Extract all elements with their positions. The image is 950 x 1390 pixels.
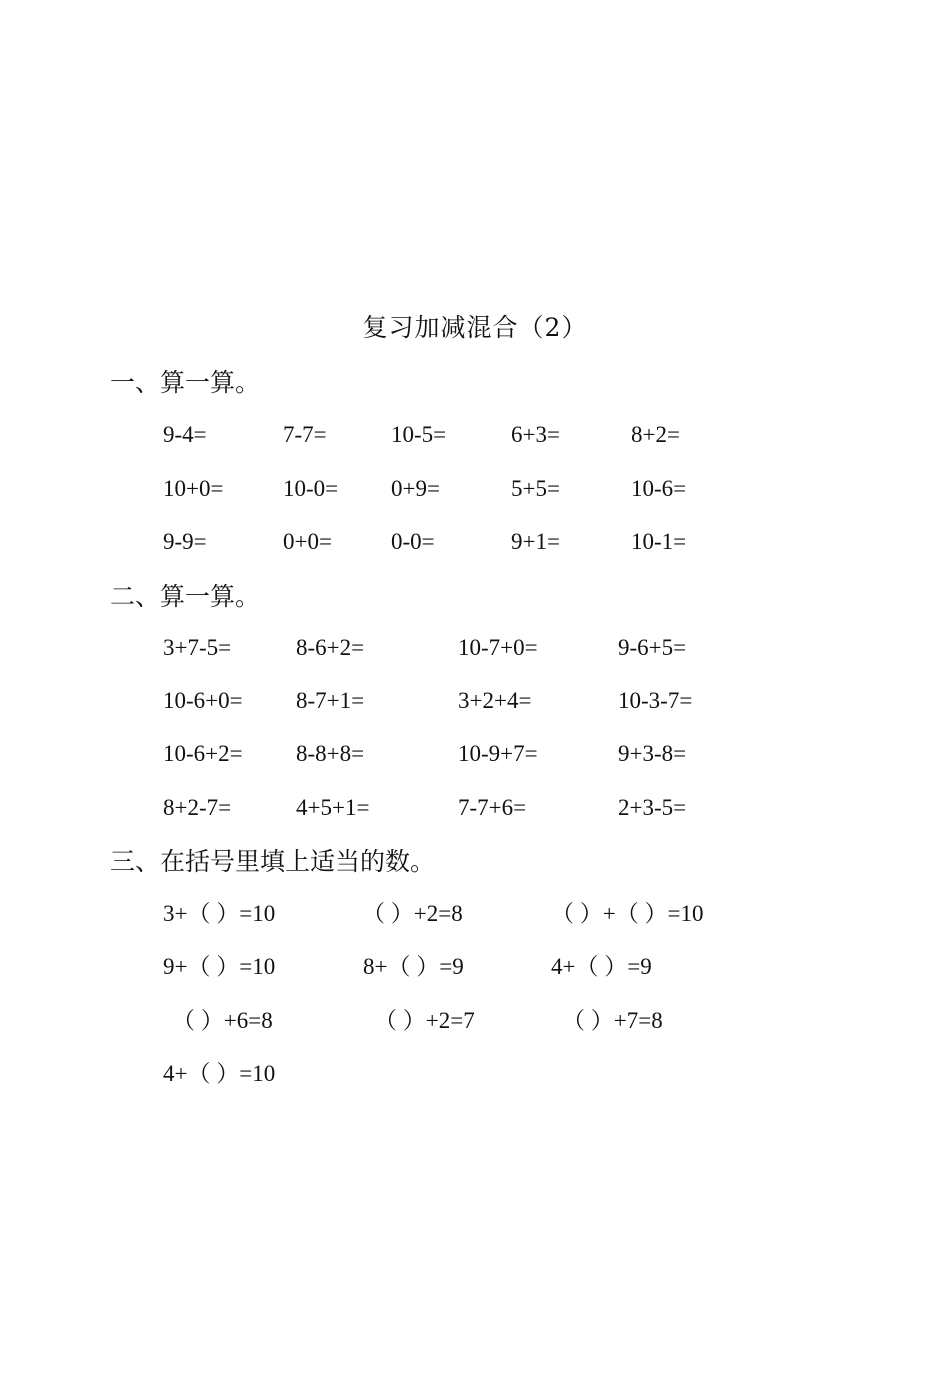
problem: 9-4= [163, 422, 207, 447]
problem: 10+0= [163, 476, 224, 501]
problem: 10-6+0= [163, 688, 243, 713]
fill-in-problem: （ ）+6=8 [172, 1008, 273, 1033]
problem: 10-9+7= [458, 741, 538, 766]
problem: 8+2= [631, 422, 680, 447]
problem: 5+5= [511, 476, 560, 501]
problem: 0+9= [391, 476, 440, 501]
problem: 8-7+1= [296, 688, 365, 713]
problem: 0-0= [391, 529, 435, 554]
problem: 6+3= [511, 422, 560, 447]
problem: 2+3-5= [618, 795, 687, 820]
problem: 10-0= [283, 476, 339, 501]
problem: 9-9= [163, 529, 207, 554]
problem: 3+7-5= [163, 635, 232, 660]
section2-heading: 二、算一算。 [110, 582, 261, 611]
problem: 9+3-8= [618, 741, 687, 766]
problem: 10-3-7= [618, 688, 693, 713]
problem: 0+0= [283, 529, 332, 554]
problem: 10-6+2= [163, 741, 243, 766]
fill-in-problem: （ ）+2=8 [362, 901, 463, 926]
fill-in-problem: 4+（ ）=9 [551, 954, 652, 979]
problem: 10-5= [391, 422, 447, 447]
section1-heading: 一、算一算。 [110, 368, 261, 397]
problem: 8-6+2= [296, 635, 365, 660]
fill-in-problem: 4+（ ）=10 [163, 1061, 276, 1086]
problem: 10-1= [631, 529, 687, 554]
problem: 7-7= [283, 422, 327, 447]
problem: 9-6+5= [618, 635, 687, 660]
problem: 4+5+1= [296, 795, 370, 820]
fill-in-problem: （ ）+2=7 [374, 1008, 475, 1033]
fill-in-problem: 8+（ ）=9 [363, 954, 464, 979]
problem: 7-7+6= [458, 795, 527, 820]
fill-in-problem: 9+（ ）=10 [163, 954, 276, 979]
section3-heading: 三、在括号里填上适当的数。 [110, 847, 436, 876]
fill-in-problem: （ ）+（ ）=10 [551, 901, 704, 926]
problem: 9+1= [511, 529, 560, 554]
fill-in-problem: 3+（ ）=10 [163, 901, 276, 926]
problem: 8-8+8= [296, 741, 365, 766]
problem: 3+2+4= [458, 688, 532, 713]
page-title: 复习加减混合（2） [362, 313, 588, 342]
problem: 10-6= [631, 476, 687, 501]
problem: 10-7+0= [458, 635, 538, 660]
problem: 8+2-7= [163, 795, 232, 820]
fill-in-problem: （ ）+7=8 [562, 1008, 663, 1033]
